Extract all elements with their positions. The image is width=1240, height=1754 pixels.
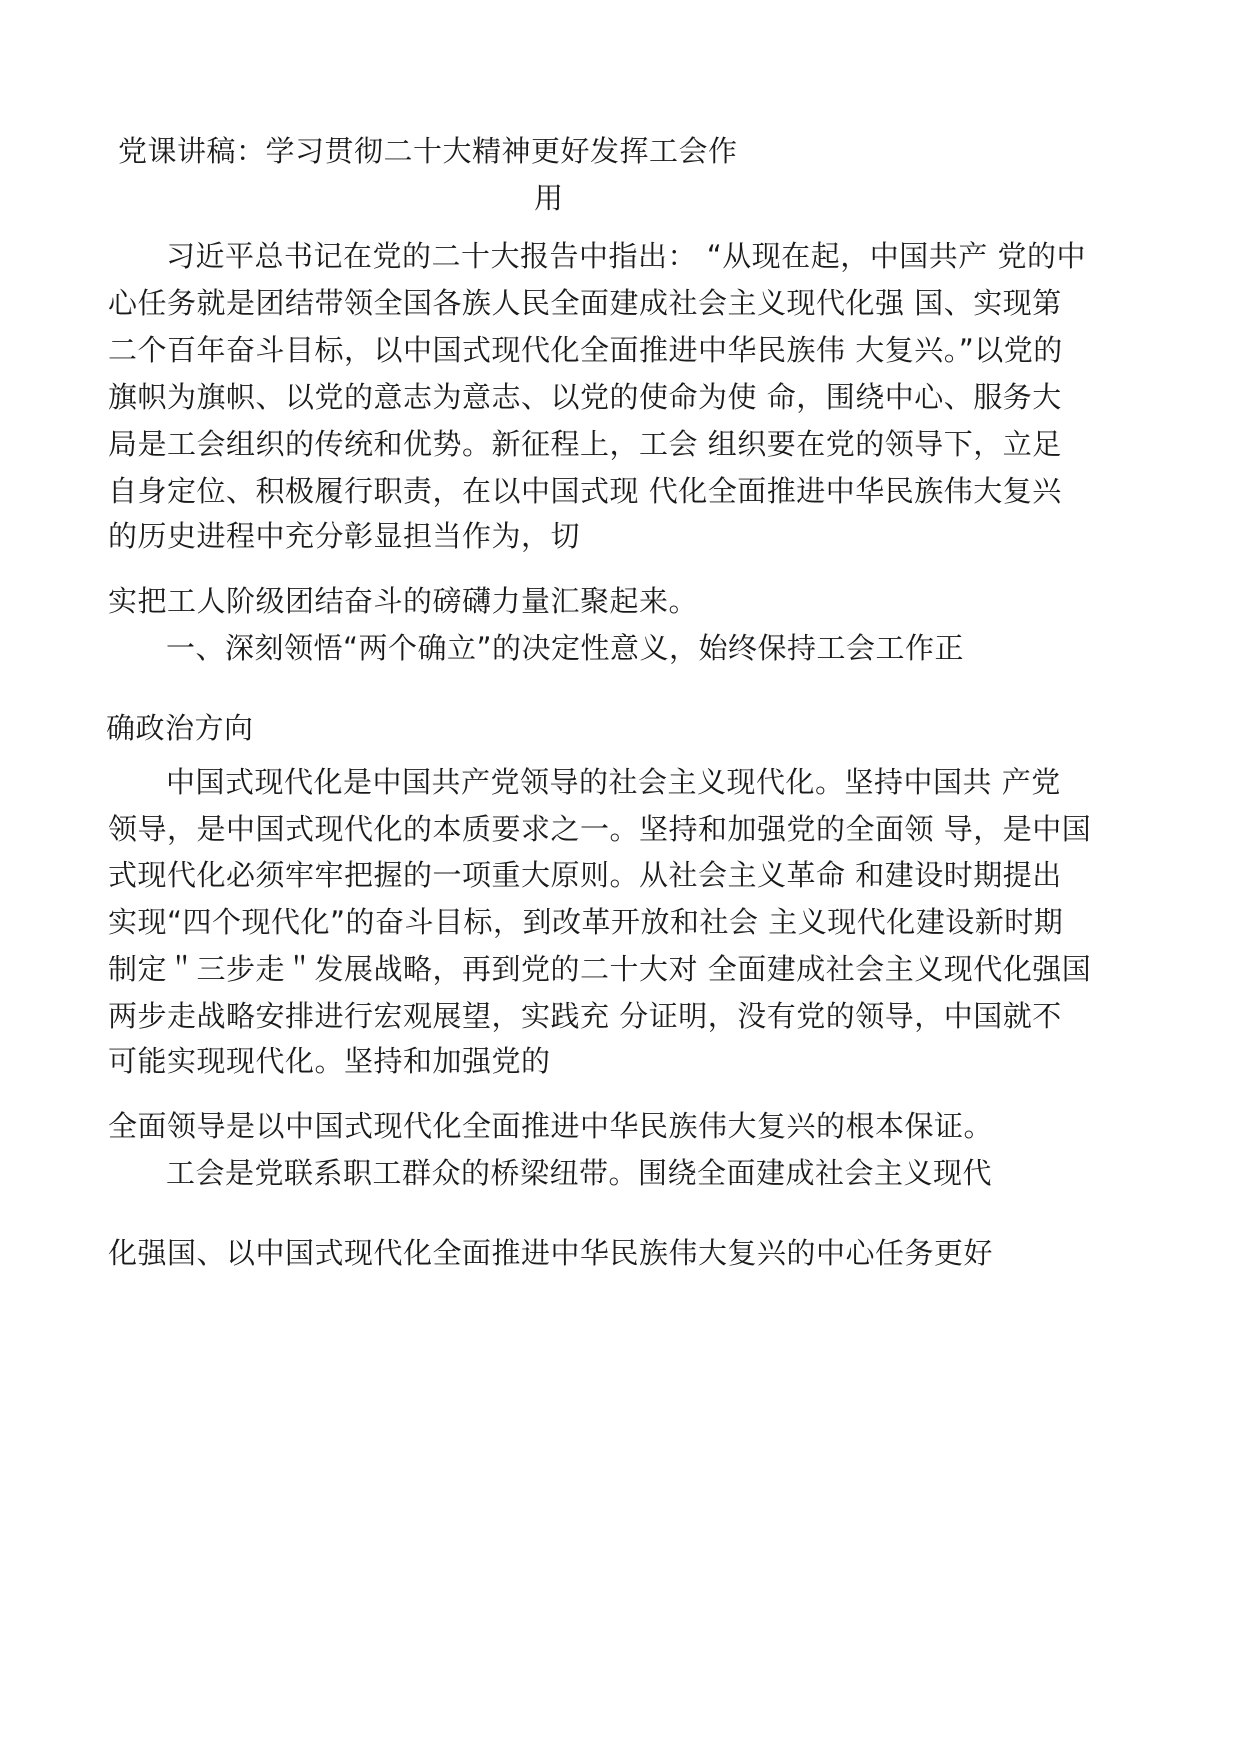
paragraph-1-line-5: 局是工会组织的传统和优势。新征程上，工会 组织要在党的领导下，立足 [108,427,1062,461]
paragraph-2-line-4: 实现“四个现代化”的奋斗目标，到改革开放和社会 主义现代化建设新时期 [108,905,1064,939]
paragraph-2-line-6: 两步走战略安排进行宏观展望，实践充 分证明，没有党的领导，中国就不 [108,999,1062,1033]
paragraph-2-line-8: 全面领导是以中国式现代化全面推进中华民族伟大复兴的根本保证。 [108,1109,994,1143]
paragraph-1-line-4: 旗帜为旗帜、以党的意志为意志、以党的使命为使 命，围绕中心、服务大 [108,380,1062,414]
paragraph-2-line-5: 制定＂三步走＂发展战略，再到党的二十大对 全面建成社会主义现代化强国 [108,952,1092,986]
paragraph-1-line-3: 二个百年奋斗目标，以中国式现代化全面推进中华民族伟 大复兴。”以党的 [108,333,1063,367]
title-line-2: 用 [534,181,564,215]
section-heading-1-line-2: 确政治方向 [106,711,254,745]
paragraph-2-line-7: 可能实现现代化。坚持和加强党的 [108,1044,551,1078]
paragraph-2-line-1: 中国式现代化是中国共产党领导的社会主义现代化。坚持中国共 产党 [166,765,1061,799]
paragraph-1-line-6: 自身定位、积极履行职责，在以中国式现 代化全面推进中华民族伟大复兴 [108,474,1062,508]
paragraph-3-line-1: 工会是党联系职工群众的桥梁纽带。围绕全面建成社会主义现代 [166,1156,993,1190]
paragraph-1-line-2: 心任务就是团结带领全国各族人民全面建成社会主义现代化强 国、实现第 [108,286,1062,320]
section-heading-1-line-1: 一、深刻领悟“两个确立”的决定性意义，始终保持工会工作正 [166,631,965,665]
paragraph-3-line-2: 化强国、以中国式现代化全面推进中华民族伟大复兴的中心任务更好 [108,1236,994,1270]
paragraph-2-line-2: 领导，是中国式现代化的本质要求之一。坚持和加强党的全面领 导，是中国 [108,812,1092,846]
paragraph-1-line-7: 的历史进程中充分彰显担当作为，切 [108,519,581,553]
paragraph-1-line-8: 实把工人阶级团结奋斗的磅礴力量汇聚起来。 [108,584,699,618]
paragraph-2-line-3: 式现代化必须牢牢把握的一项重大原则。从社会主义革命 和建设时期提出 [108,858,1062,892]
paragraph-1-line-1: 习近平总书记在党的二十大报告中指出： “从现在起，中国共产 党的中 [166,239,1086,273]
title-line-1: 党课讲稿：学习贯彻二十大精神更好发挥工会作 [118,134,738,168]
